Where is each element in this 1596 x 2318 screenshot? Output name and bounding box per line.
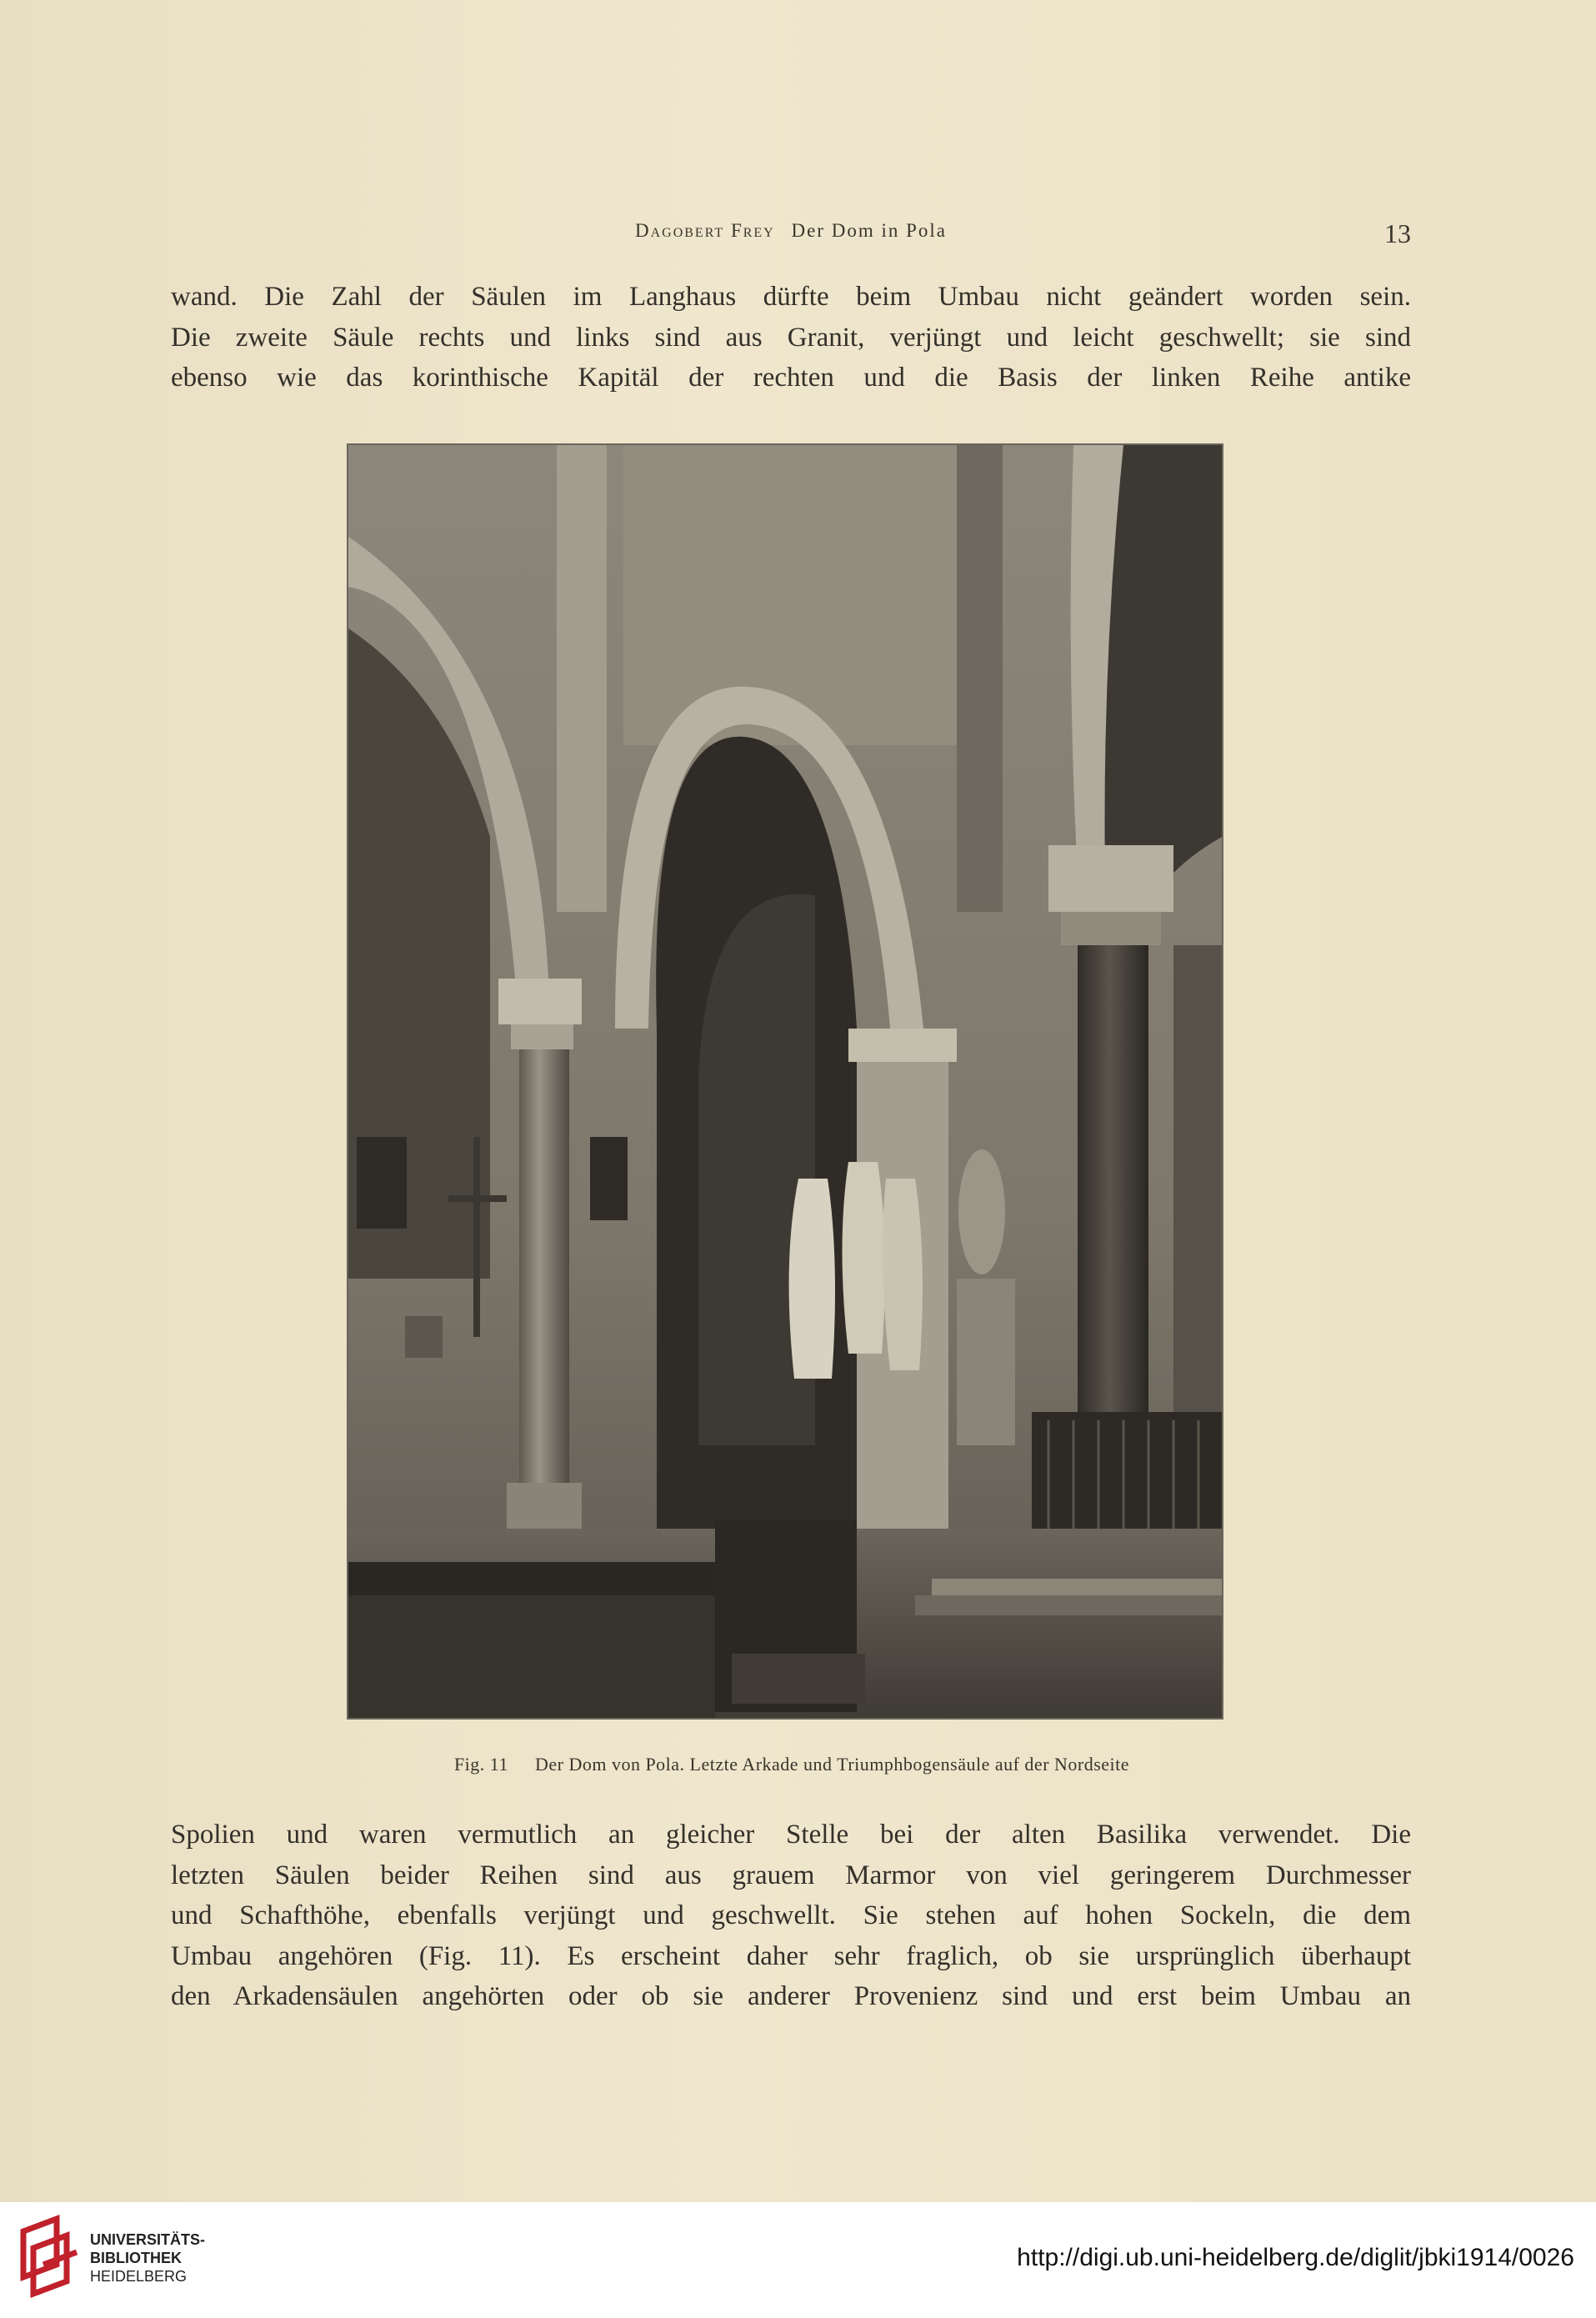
library-name-line: UNIVERSITÄTS- [90,2231,206,2248]
text-line: wand. Die Zahl der Säulen im Langhaus dürfte beim Umbau nicht geändert worden sein. [171,282,1411,312]
running-head [171,218,1411,252]
text-line: Spolien und waren vermutlich an gleicher Stelle bei der alten Basilika verwendet. Die [171,1820,1411,1850]
text-line: und Schafthöhe, ebenfalls verjüngt und geschwellt. Sie stehen auf hohen Sockeln, die dem [171,1900,1411,1930]
figure-caption-text: Der Dom von Pola. Letzte Arkade und Triumphbogensäule auf der Nordseite [534,1754,1130,1775]
library-footer [0,2202,1596,2318]
text-line: den Arkadensäulen angehörten oder ob sie anderer Provenienz sind und erst beim Umbau an [171,1981,1411,2011]
paragraph-top [171,277,1411,398]
figure-caption [333,1754,1250,1775]
library-logo-icon [15,2215,82,2306]
library-name [90,2230,205,2285]
running-head-author: Dagobert Frey [634,220,775,241]
library-name-line: HEIDELBERG [90,2268,188,2285]
running-head-title [171,220,1411,242]
text-line: ebenso wie das korinthische Kapitäl der rechten und die Basis der linken Reihe antike [171,363,1411,393]
paragraph-bottom [171,1815,1411,2017]
text-line: letzten Säulen beider Reihen sind aus grauem Marmor von viel geringerem Durchmesser [171,1860,1411,1890]
permalink-url[interactable]: http://digi.ub.uni-heidelberg.de/diglit/jbki1914/0026 [1017,2244,1574,2271]
text-line: Die zweite Säule rechts und links sind aus Granit, verjüngt und leicht geschwellt; sie sind [171,322,1411,353]
text-line: Umbau angehören (Fig. 11). Es erscheint daher sehr fraglich, ob sie ursprünglich überhaupt [171,1940,1411,1971]
figure-photograph [347,443,1223,1720]
running-head-work: Der Dom in Pola [791,220,947,241]
page-number: 13 [1384,218,1411,248]
library-name-line: BIBLIOTHEK [90,2250,182,2266]
figure-number: Fig. 11 [453,1754,508,1775]
